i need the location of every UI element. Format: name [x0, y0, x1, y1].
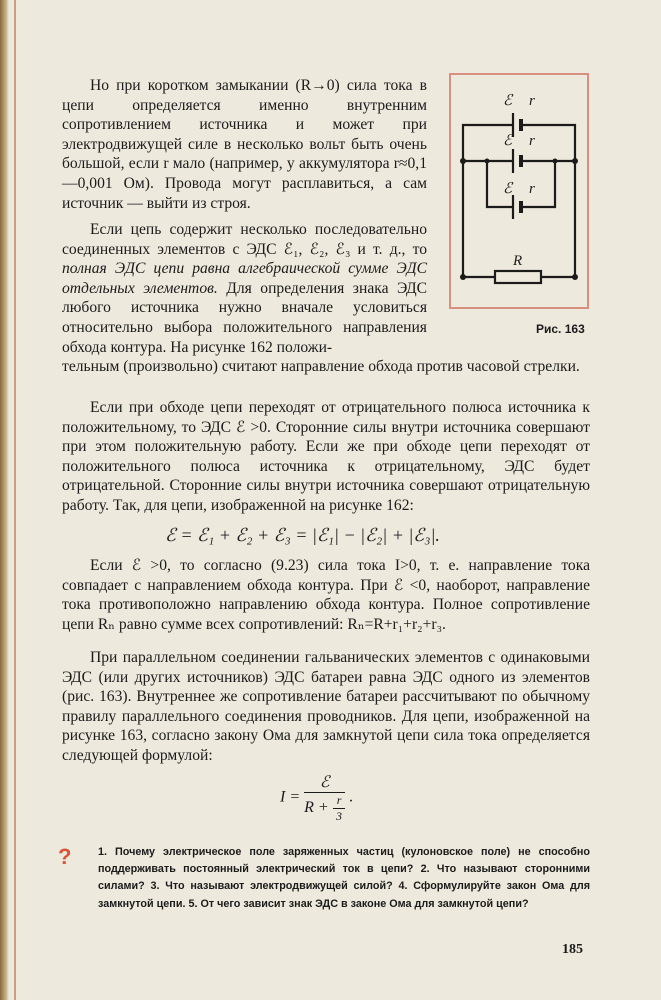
formula-end-dot: .: [349, 788, 354, 806]
review-questions: 1. Почему электрическое поле заряженных частиц (кулоновское поле) не способно поддерживать постоянный электрический ток в цепи? 2. Что называют сторонними силами? 3. Что называют электродвижущей силой? 4. Сформулируйте закон Ома для замкнутой цепи. 5. От чего зависит знак ЭДС в законе Ома для замкнутой цепи?: [98, 846, 590, 910]
cell-2-emf-label: ℰ: [503, 133, 513, 149]
parallel-circuit-diagram: [451, 75, 587, 307]
page-number: 185: [562, 942, 583, 957]
resistor-symbol: [495, 271, 541, 283]
margin-line: [14, 0, 16, 1000]
formula-inner-numerator: r: [333, 793, 346, 809]
emf-sum-formula: ℰ = ℰ₁ + ℰ₂ + ℰ₃ = |ℰ₁| − |ℰ₂| + |ℰ₃|.: [165, 525, 440, 545]
paragraph-series-emf-end: Для определения знака ЭДС любого источника нужно вначале условиться относительно выбора положительного направления обхода контура. На рисунке 162 положи-: [62, 279, 427, 356]
cell-2-r-label: r: [529, 133, 535, 149]
emf-rule-emphasis: полная ЭДС цепи равна алгебраической сумме ЭДС отдельных элементов.: [62, 260, 427, 297]
book-spine-edge: [0, 0, 9, 1000]
paragraph-series-emf-start: Если цепь содержит несколько последовательно соединенных элементов с ЭДС ℰ₁, ℰ₂, ℰ₃ и т. д., то: [62, 221, 427, 258]
paragraph-series-emf: [62, 220, 427, 357]
cell-3-emf-label: ℰ: [503, 181, 513, 197]
formula-denominator: [304, 793, 345, 824]
formula-main-fraction: [304, 772, 345, 824]
resistor-label: R: [513, 253, 523, 269]
figure-163-caption: Рис. 163: [536, 322, 585, 336]
formula-inner-denominator: 3: [336, 809, 343, 823]
paragraph-series-emf-continued: тельным (произвольно) считают направление обхода против часовой стрелки.: [62, 358, 580, 375]
cell-3-r-label: r: [529, 181, 535, 197]
paragraph-parallel-connection: При параллельном соединении гальванических элементов с одинаковыми ЭДС (или других источников) ЭДС батареи равна ЭДС одного из элементов (рис. 163). Внутреннее же сопротивление батареи рассчитывают по обычному правилу параллельного соединения проводников. Для цепи, изображенной на рисунке 163, согласно закону Ома для замкнутой цепи сила тока определяется следующей формулой:: [62, 649, 590, 764]
formula-inner-fraction: [333, 793, 346, 824]
figure-163-frame: [449, 73, 589, 309]
formula-denominator-prefix: R +: [304, 799, 329, 817]
right-rail-wire: [553, 125, 575, 277]
paragraph-current-direction: Если ℰ >0, то согласно (9.23) сила тока I>0, т. е. направление тока совпадает с направлением обхода контура. При ℰ <0, наоборот, направление тока противоположно направлению обхода контура. Полное сопротивление цепи Rₙ равно сумме всех сопротивлений: Rₙ=R+r₁+r₂+r₃.: [62, 557, 590, 633]
paragraph-emf-sign: Если при обходе цепи переходят от отрицательного полюса источника к положительному, то ЭДС ℰ >0. Сторонние силы внутри источника совершают при этом положительную работу. Если же при обходе цепи переходят от положительного полюса источника к отрицательному, ЭДС будет отрицательной. Сторонние силы внутри источника совершают отрицательную работу. Так, для цепи, изображенной на рисунке 162:: [62, 399, 590, 514]
cell-1-r-label: r: [529, 93, 535, 109]
question-mark-icon: ?: [58, 844, 72, 869]
left-rail-wire: [463, 125, 485, 277]
formula-numerator: ℰ: [304, 772, 345, 793]
paragraph-short-circuit: Но при коротком замыкании (R→0) сила тока в цепи определяется именно внутренним сопротивлением источника и может при электродвижущей силе в несколько вольт быть очень большой, если r мало (например, у аккумулятора r≈0,1—0,001 Ом). Провода могут расплавиться, а сам источник — выйти из строя.: [62, 77, 427, 212]
ohm-law-parallel-formula: [280, 772, 353, 824]
formula-lhs: I =: [280, 788, 301, 806]
cell-1-emf-label: ℰ: [503, 93, 513, 109]
